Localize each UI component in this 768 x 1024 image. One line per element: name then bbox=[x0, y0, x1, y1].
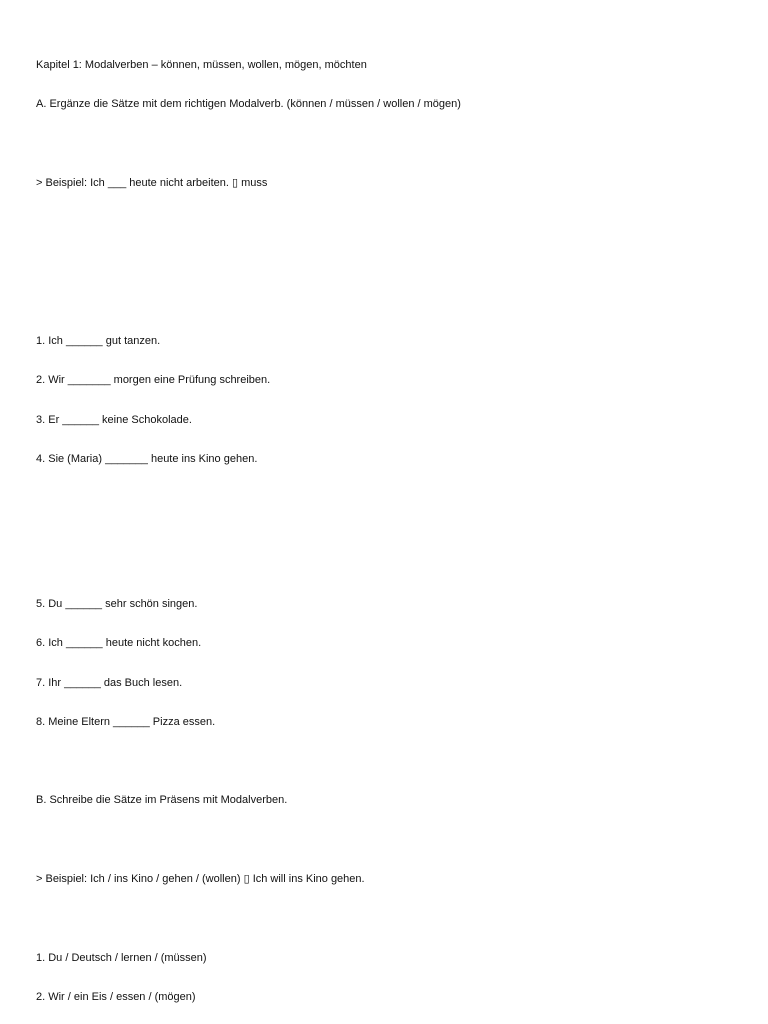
section-a-example: > Beispiel: Ich ___ heute nicht arbeiten. ▯ muss bbox=[36, 177, 268, 189]
exercise-a-item-8: 8. Meine Eltern ______ Pizza essen. bbox=[36, 716, 216, 728]
exercise-a-item-2: 2. Wir _______ morgen eine Prüfung schreiben. bbox=[36, 374, 271, 386]
chapter-title: Kapitel 1: Modalverben – können, müssen, wollen, mögen, möchten bbox=[36, 59, 367, 71]
exercise-a-item-3: 3. Er ______ keine Schokolade. bbox=[36, 414, 192, 426]
exercise-a-item-1: 1. Ich ______ gut tanzen. bbox=[36, 335, 161, 347]
section-a-instruction: A. Ergänze die Sätze mit dem richtigen Modalverb. (können / müssen / wollen / mögen) bbox=[36, 98, 461, 110]
exercise-b-item-2: 2. Wir / ein Eis / essen / (mögen) bbox=[36, 991, 196, 1003]
exercise-b-item-1: 1. Du / Deutsch / lernen / (müssen) bbox=[36, 952, 207, 964]
exercise-a-item-4: 4. Sie (Maria) _______ heute ins Kino gehen. bbox=[36, 453, 258, 465]
section-b-instruction: B. Schreibe die Sätze im Präsens mit Modalverben. bbox=[36, 794, 288, 806]
exercise-a-item-7: 7. Ihr ______ das Buch lesen. bbox=[36, 677, 183, 689]
exercise-a-item-5: 5. Du ______ sehr schön singen. bbox=[36, 598, 198, 610]
section-b-example: > Beispiel: Ich / ins Kino / gehen / (wollen) ▯ Ich will ins Kino gehen. bbox=[36, 873, 365, 885]
exercise-a-item-6: 6. Ich ______ heute nicht kochen. bbox=[36, 637, 202, 649]
